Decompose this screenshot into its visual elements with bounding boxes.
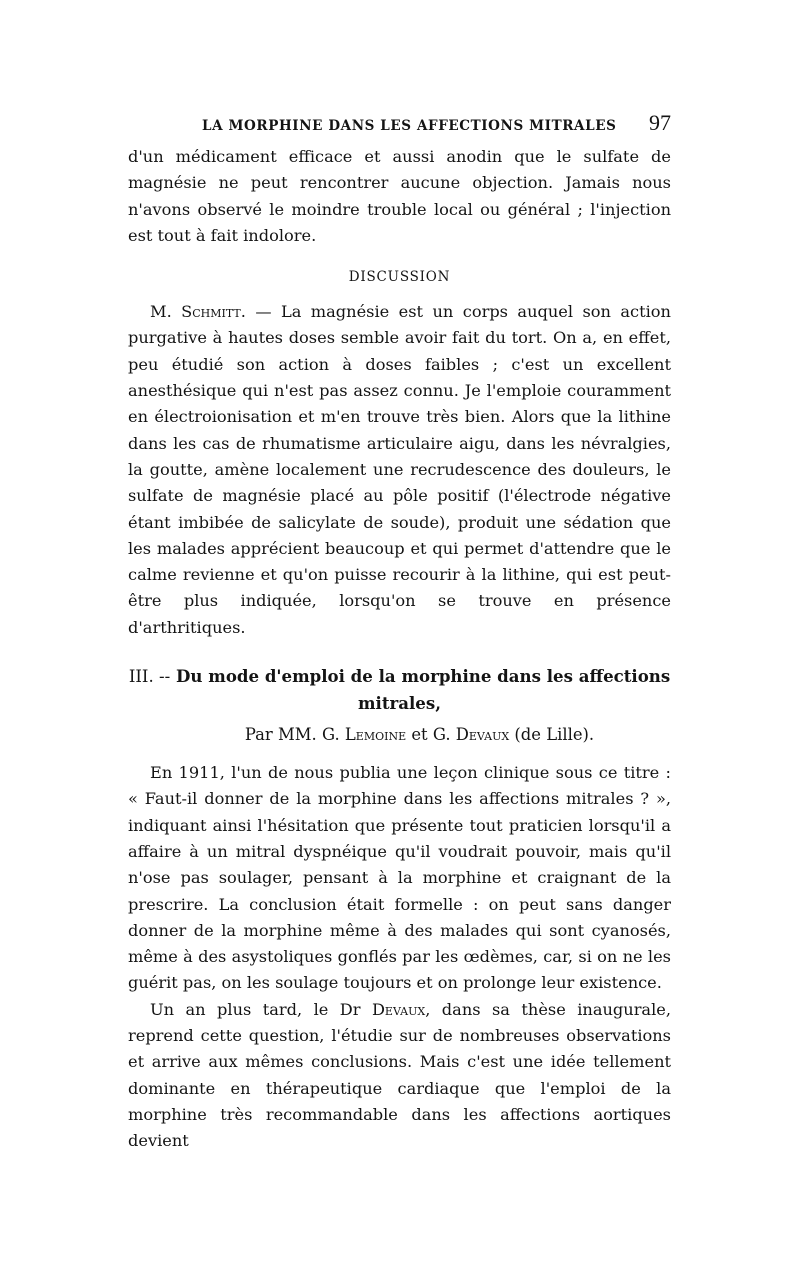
section-title-line1: Du mode d'emploi de la morphine dans les affections [176, 666, 671, 687]
body-paragraph-2 [128, 997, 671, 1155]
para2-author: Devaux [371, 999, 426, 1019]
discussion-paragraph [128, 299, 671, 641]
discussion-text: — La magnésie est un corps auquel son action purgative à hautes doses semble avoir fait du tort. On a, en effet, peu étudié son action à doses faibles ; c'est un excellent anesthésique qui n'est pas assez connu. Je l'emploie couramment en électroionisation et m'en trouve très bien. Alors que la lithine dans les cas de rhumatisme articulaire aigu, dans les névralgies, la goutte, amène localement une recrudescence des douleurs, le sulfate de magnésie placé au pôle positif (l'électrode négative étant imbibée de salicylate de soude), produit une sédation que les malades apprécient beaucoup et qui permet d'attendre que le calme revienne et qu'on puisse recourir à la lithine, qui est peut-être plus indiquée, lorsqu'on se trouve en présence d'arthritiques. [128, 302, 671, 637]
intro-paragraph: d'un médicament efficace et aussi anodin que le sulfate de magnésie ne peut rencontrer aucune objection. Jamais nous n'avons observé le moindre trouble local ou général ; l'injection est tout à fait indolore. [128, 147, 671, 245]
author-lemoine: Lemoine [344, 725, 407, 745]
page-number: 97 [649, 110, 671, 135]
discussion-heading: DISCUSSION [348, 269, 451, 286]
section-number: III. -- [128, 667, 171, 687]
book-page [128, 112, 671, 1155]
author-devaux: Devaux [455, 725, 510, 745]
byline-prefix: Par MM. G. [244, 725, 340, 745]
body-paragraph-1: En 1911, l'un de nous publia une leçon clinique sous ce titre : « Faut-il donner de la morphine dans les affections mitrales ? », indiquant ainsi l'hésitation que présente tout praticien lorsqu'il a affaire à un mitral dyspnéique qu'il voudrait pouvoir, mais qu'il n'ose pas soulager, pensant à la morphine et craignant de la prescrire. La conclusion était formelle : on peut sans danger donner de la morphine même à des malades qui sont cyanosés, même à des asystoliques gonflés par les œdèmes, car, si on ne les guérit pas, on les soulage toujours et on prolonge leur existence. [128, 763, 671, 993]
speaker-name: M. Schmitt. [150, 302, 246, 322]
byline-suffix: (de Lille). [514, 725, 595, 745]
running-head [128, 112, 671, 138]
section-title [128, 663, 671, 716]
byline [128, 722, 671, 748]
para2-prefix: Un an plus tard, le Dr [150, 999, 361, 1019]
running-title: LA MORPHINE DANS LES AFFECTIONS MITRALES [202, 118, 617, 134]
section-title-line2: mitrales, [357, 693, 441, 714]
byline-mid: et G. [411, 725, 451, 745]
para2-text: , dans sa thèse inaugurale, reprend cette question, l'étudie sur de nombreuses observations et arrive aux mêmes conclusions. Mais c'est une idée tellement dominante en thérapeutique cardiaque que l'emploi de la morphine très recommandable dans les affections aortiques devient [128, 999, 671, 1151]
